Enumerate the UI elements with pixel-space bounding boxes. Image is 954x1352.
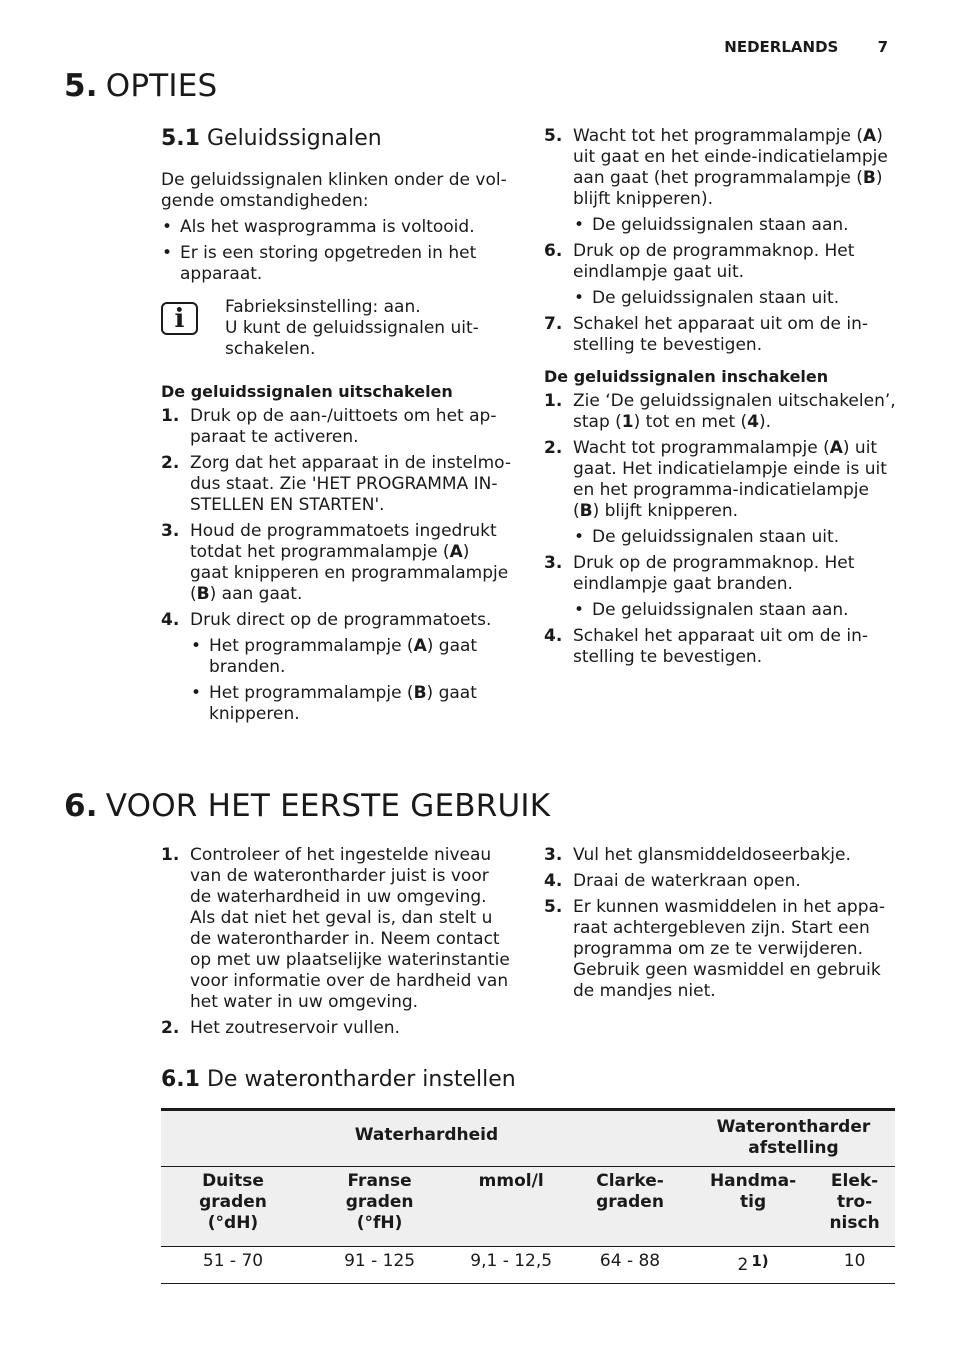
lamp-b-ref: B — [862, 168, 876, 188]
step-number: 1. — [161, 845, 180, 865]
step-item — [161, 453, 513, 516]
step-text: Druk op de programmaknop. Het eindlampje gaat uit. — [573, 241, 855, 282]
lamp-b-ref: B — [196, 584, 210, 604]
step-item — [161, 610, 513, 631]
sub-bullet-item: • De geluidssignalen staan aan. — [544, 215, 896, 236]
col-header-french-degrees: Franse graden (°fH) — [305, 1167, 454, 1247]
step-text: Druk op de programmaknop. Het eindlampje gaat branden. — [573, 553, 855, 594]
col-header-german-degrees: Duitse graden (°dH) — [161, 1167, 305, 1247]
subsection-5-1-number: 5.1 — [161, 126, 200, 151]
info-note — [161, 297, 513, 360]
table-group-header-row — [161, 1110, 895, 1167]
header-language: NEDERLANDS — [724, 38, 839, 56]
step-text: Schakel het apparaat uit om de in-stelling te bevestigen. — [573, 314, 868, 355]
step-item — [544, 553, 896, 595]
step-item — [161, 1018, 513, 1039]
step-text: ) blijft knipperen). — [573, 168, 883, 209]
step-text: ) blijft knipperen. — [592, 501, 738, 521]
lamp-b-ref: B — [579, 501, 593, 521]
step-item — [544, 897, 896, 1002]
group-header-water-hardness: Waterhardheid — [161, 1110, 692, 1167]
step-text: ) aan gaat. — [209, 584, 303, 604]
step-item — [544, 126, 896, 210]
cell-electronic: 10 — [814, 1247, 895, 1284]
cell-french-degrees: 91 - 125 — [305, 1247, 454, 1284]
manual-value: 2 — [737, 1255, 749, 1275]
lamp-a-ref: A — [863, 126, 877, 146]
step-number: 7. — [544, 314, 563, 334]
sub-bullet-item — [161, 636, 513, 678]
step-number: 2. — [161, 453, 180, 473]
step-number: 2. — [161, 1018, 180, 1038]
intro-text: De geluidssignalen klinken onder de vol-gende omstandigheden: — [161, 170, 507, 211]
group-header-softener-setting: Waterontharder afstelling — [692, 1110, 895, 1167]
section-6-number: 6. — [64, 788, 98, 824]
sub-bullet-text: ) gaat branden. — [209, 636, 478, 677]
step-item — [544, 845, 896, 866]
step-number: 3. — [544, 553, 563, 573]
step-number: 5. — [544, 897, 563, 917]
cell-mmol: 9,1 - 12,5 — [454, 1247, 568, 1284]
subsection-5-1-title: Geluidssignalen — [206, 126, 382, 151]
bullet-item: • Als het wasprogramma is voltooid. — [161, 217, 513, 238]
step-text: Er kunnen wasmiddelen in het appa-raat achtergebleven zijn. Start een programma om ze te verwijderen. Gebruik geen wasmiddel en gebruik de mandjes niet. — [573, 897, 886, 1001]
sub-bullet-item: • De geluidssignalen staan uit. — [544, 527, 896, 548]
sub-bullet-item — [161, 683, 513, 725]
footnote-ref: 1) — [751, 1252, 769, 1270]
disable-signals-heading: De geluidssignalen uitschakelen — [161, 382, 453, 401]
step-ref: 1 — [621, 412, 634, 432]
info-icon — [161, 302, 198, 335]
info-line-2: U kunt de geluidssignalen uit-schakelen. — [225, 318, 479, 359]
section-5-number: 5. — [64, 68, 98, 104]
step-number: 2. — [544, 438, 563, 458]
col-header-mmol: mmol/l — [454, 1167, 568, 1247]
step-item — [161, 406, 513, 448]
lamp-b-ref: B — [413, 683, 427, 703]
table-row — [161, 1247, 895, 1284]
step-item — [161, 521, 513, 605]
step-number: 3. — [161, 521, 180, 541]
step-text: ) gaat knipperen en programmalampje ( — [190, 542, 509, 604]
lamp-a-ref: A — [413, 636, 427, 656]
step-text: Het zoutreservoir vullen. — [190, 1018, 400, 1038]
step-item — [544, 626, 896, 668]
page-header — [724, 38, 888, 56]
step-text: Zorg dat het apparaat in de instelmo-dus staat. Zie 'HET PROGRAMMA IN-STELLEN EN STARTEN'. — [190, 453, 511, 515]
step-text: Zie ‘De geluidssignalen uitschakelen’, stap ( — [573, 391, 896, 432]
step-text: Wacht tot programmalampje ( — [573, 438, 830, 458]
subsection-6-1-number: 6.1 — [161, 1067, 200, 1092]
subsection-6-1-title: De waterontharder instellen — [206, 1067, 516, 1092]
step-text: ) tot en met ( — [633, 412, 748, 432]
step-text: Draai de waterkraan open. — [573, 871, 801, 891]
step-item — [544, 241, 896, 283]
water-hardness-table — [161, 1108, 895, 1284]
step-text: ) uit gaat. Het indicatielampje einde is uit en het programma-indicatielampje ( — [573, 438, 887, 521]
col-header-electronic: Elek-tro-nisch — [814, 1167, 895, 1247]
section-6-left-column — [161, 845, 513, 1044]
section-6-right-column — [544, 845, 896, 1007]
step-ref: 4 — [747, 412, 759, 432]
step-text: Wacht tot het programmalampje ( — [573, 126, 864, 146]
section-5-left-column — [161, 125, 513, 730]
enable-signals-heading: De geluidssignalen inschakelen — [544, 367, 829, 386]
step-number: 1. — [161, 406, 180, 426]
step-item — [161, 845, 513, 1013]
step-item — [544, 391, 896, 433]
step-text: Houd de programmatoets ingedrukt totdat het programmalampje ( — [190, 521, 497, 562]
step-number: 5. — [544, 126, 563, 146]
step-text: Druk direct op de programmatoets. — [190, 610, 492, 630]
step-item — [544, 438, 896, 522]
cell-manual — [692, 1247, 814, 1284]
step-item — [544, 314, 896, 356]
cell-clarke: 64 - 88 — [568, 1247, 692, 1284]
table-header-row — [161, 1167, 895, 1247]
sub-bullet-text: Het programmalampje ( — [209, 683, 414, 703]
step-number: 3. — [544, 845, 563, 865]
section-6-heading — [64, 788, 550, 824]
step-text: ) uit gaat en het einde-indicatielampje aan gaat (het programmalampje ( — [573, 126, 888, 188]
step-text: ). — [759, 412, 772, 432]
sub-bullet-text: ) gaat knipperen. — [209, 683, 477, 724]
sub-bullet-text: Het programmalampje ( — [209, 636, 414, 656]
subsection-5-1-heading — [161, 125, 513, 153]
step-item — [544, 871, 896, 892]
section-5-title: OPTIES — [105, 68, 218, 104]
lamp-a-ref: A — [829, 438, 843, 458]
step-number: 6. — [544, 241, 563, 261]
info-line-1: Fabrieksinstelling: aan. — [225, 297, 421, 317]
section-6-title: VOOR HET EERSTE GEBRUIK — [105, 788, 551, 824]
step-text: Druk op de aan-/uittoets om het ap-paraat te activeren. — [190, 406, 497, 447]
cell-german-degrees: 51 - 70 — [161, 1247, 305, 1284]
step-number: 4. — [544, 626, 563, 646]
page-number: 7 — [877, 38, 888, 56]
step-text: Schakel het apparaat uit om de in-stelling te bevestigen. — [573, 626, 868, 667]
step-text: Vul het glansmiddeldoseerbakje. — [573, 845, 851, 865]
bullet-item: • Er is een storing opgetreden in het apparaat. — [161, 243, 513, 285]
section-5-right-column — [544, 126, 896, 673]
sub-bullet-item: • De geluidssignalen staan aan. — [544, 600, 896, 621]
lamp-a-ref: A — [449, 542, 463, 562]
subsection-6-1 — [161, 1066, 761, 1111]
col-header-clarke: Clarke-graden — [568, 1167, 692, 1247]
section-5-heading — [64, 68, 217, 104]
sub-bullet-item: • De geluidssignalen staan uit. — [544, 288, 896, 309]
step-number: 1. — [544, 391, 563, 411]
step-number: 4. — [161, 610, 180, 630]
subsection-6-1-heading — [161, 1066, 761, 1094]
col-header-manual: Handma-tig — [692, 1167, 814, 1247]
step-number: 4. — [544, 871, 563, 891]
step-text: Controleer of het ingestelde niveau van de waterontharder juist is voor de waterhardheid in uw omgeving. Als dat niet het geval is, dan stelt u de waterontharder in. Neem contact op met uw plaatselijke waterinstantie voor informatie over de hardheid van het water in uw omgeving. — [190, 845, 510, 1012]
